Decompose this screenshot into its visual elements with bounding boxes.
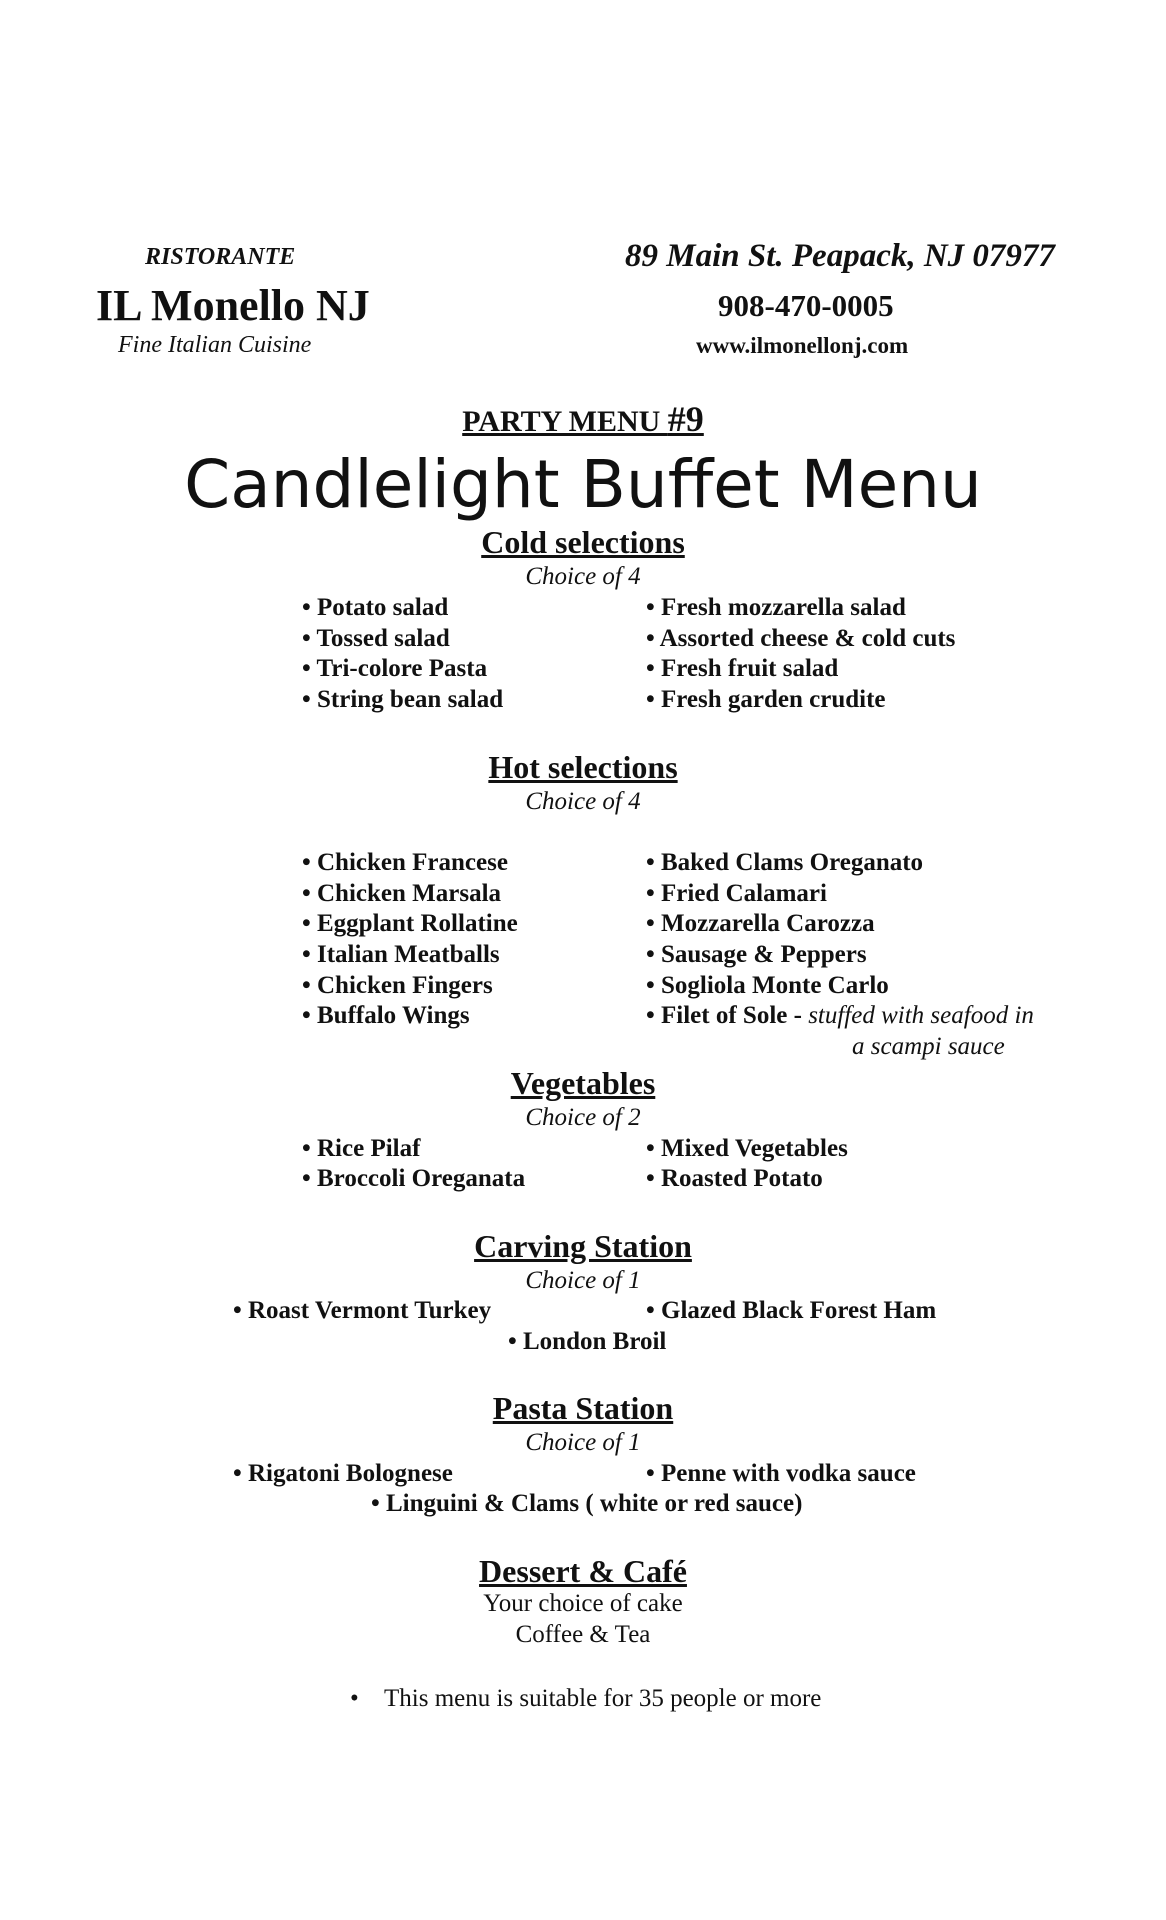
pasta-item: • Linguini & Clams ( white or red sauce): [371, 1490, 803, 1517]
vegetables-choice: Choice of 2: [525, 1104, 641, 1131]
restaurant-website: www.ilmonellonj.com: [696, 333, 909, 358]
hot-item: • Eggplant Rollatine: [302, 910, 518, 937]
footnote-text: This menu is suitable for 35 people or more: [384, 1685, 822, 1712]
cold-item: • Fresh garden crudite: [646, 686, 886, 713]
pasta-station-choice: Choice of 1: [525, 1429, 641, 1456]
dessert-line: Your choice of cake: [483, 1590, 683, 1617]
vegetables-title: Vegetables: [510, 1065, 656, 1101]
hot-item: • Mozzarella Carozza: [646, 910, 875, 937]
vegetable-item: • Roasted Potato: [646, 1165, 823, 1192]
restaurant-phone: 908-470-0005: [718, 288, 894, 323]
restaurant-name: IL Monello NJ: [96, 281, 370, 330]
hot-item: • Sausage & Peppers: [646, 941, 867, 968]
hot-selections-title: Hot selections: [488, 749, 678, 785]
hot-item: • Buffalo Wings: [302, 1002, 470, 1029]
carving-item: • Glazed Black Forest Ham: [646, 1297, 937, 1324]
cold-selections-choice: Choice of 4: [525, 563, 641, 590]
hot-item: • Chicken Fingers: [302, 972, 493, 999]
hot-item: • Chicken Marsala: [302, 880, 502, 907]
dessert-line: Coffee & Tea: [515, 1621, 651, 1648]
cold-item: • Tossed salad: [302, 625, 450, 652]
cold-item: • Potato salad: [302, 594, 449, 621]
hot-item: • Chicken Francese: [302, 849, 508, 876]
pasta-item: • Penne with vodka sauce: [646, 1460, 916, 1487]
pasta-station-title: Pasta Station: [492, 1390, 674, 1426]
cold-item: • String bean salad: [302, 686, 504, 713]
party-menu-heading: [0, 398, 1166, 440]
hot-item-note: stuffed with seafood in: [808, 1002, 1034, 1029]
party-menu-label: PARTY MENU: [462, 405, 668, 438]
party-menu-number: #9: [667, 399, 704, 439]
hot-item: • Italian Meatballs: [302, 941, 500, 968]
hot-item: • Sogliola Monte Carlo: [646, 972, 889, 999]
menu-title: Candlelight Buffet Menu: [184, 446, 982, 523]
cold-item: • Assorted cheese & cold cuts: [646, 625, 956, 652]
hot-item: • Fried Calamari: [646, 880, 827, 907]
vegetable-item: • Mixed Vegetables: [646, 1135, 848, 1162]
vegetable-item: • Rice Pilaf: [302, 1135, 421, 1162]
hot-item-note: a scampi sauce: [852, 1033, 1005, 1060]
hot-selections-choice: Choice of 4: [525, 788, 641, 815]
cold-item: • Fresh mozzarella salad: [646, 594, 906, 621]
carving-item: • London Broil: [508, 1328, 667, 1355]
carving-item: • Roast Vermont Turkey: [233, 1297, 492, 1324]
cold-selections-title: Cold selections: [481, 524, 685, 560]
carving-station-choice: Choice of 1: [525, 1267, 641, 1294]
footnote-bullet: •: [350, 1685, 359, 1712]
hot-item: • Filet of Sole -: [646, 1002, 809, 1029]
restaurant-label: RISTORANTE: [145, 244, 296, 270]
carving-station-title: Carving Station: [474, 1228, 692, 1264]
pasta-item: • Rigatoni Bolognese: [233, 1460, 453, 1487]
hot-item: • Baked Clams Oreganato: [646, 849, 924, 876]
vegetable-item: • Broccoli Oreganata: [302, 1165, 526, 1192]
cold-item: • Tri-colore Pasta: [302, 655, 488, 682]
restaurant-address: 89 Main St. Peapack, NJ 07977: [625, 238, 1055, 274]
hot-item-with-note: [646, 1002, 1034, 1030]
cold-item: • Fresh fruit salad: [646, 655, 839, 682]
restaurant-tagline: Fine Italian Cuisine: [118, 332, 312, 358]
dessert-cafe-title: Dessert & Café: [479, 1553, 687, 1589]
